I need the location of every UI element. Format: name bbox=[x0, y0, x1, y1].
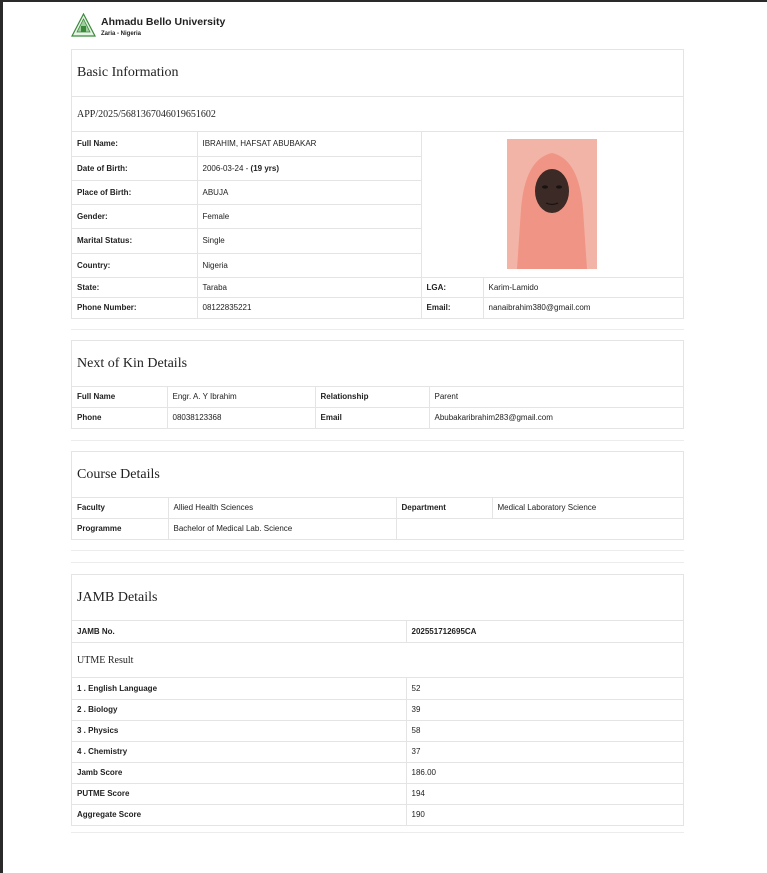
section-title-jamb: JAMB Details bbox=[72, 575, 683, 621]
table-row bbox=[72, 277, 683, 297]
field-label: Department bbox=[396, 498, 492, 518]
field-label: Full Name: bbox=[72, 132, 197, 156]
next-of-kin-card bbox=[71, 340, 684, 429]
dob-value bbox=[197, 156, 421, 180]
page-header bbox=[71, 13, 225, 38]
jamb-score-value: 186.00 bbox=[406, 762, 683, 783]
utme-result-title: UTME Result bbox=[72, 642, 683, 678]
table-row bbox=[72, 783, 683, 804]
putme-score-value: 194 bbox=[406, 783, 683, 804]
table-row bbox=[72, 387, 683, 407]
photo-cell bbox=[421, 132, 683, 277]
subject-label: 4 . Chemistry bbox=[72, 741, 406, 762]
subject-label: 2 . Biology bbox=[72, 699, 406, 720]
divider bbox=[71, 440, 684, 441]
course-table bbox=[72, 498, 683, 539]
department-value: Medical Laboratory Science bbox=[492, 498, 683, 518]
field-label: Email bbox=[315, 407, 429, 428]
table-row bbox=[72, 741, 683, 762]
subject-label: 1 . English Language bbox=[72, 678, 406, 699]
table-row bbox=[72, 678, 683, 699]
place-of-birth-value: ABUJA bbox=[197, 180, 421, 204]
field-label: Phone bbox=[72, 407, 167, 428]
kin-name-value: Engr. A. Y Ibrahim bbox=[167, 387, 315, 407]
programme-value: Bachelor of Medical Lab. Science bbox=[168, 518, 396, 539]
field-label: LGA: bbox=[421, 277, 483, 297]
section-title-kin: Next of Kin Details bbox=[72, 341, 683, 387]
field-label: Phone Number: bbox=[72, 297, 197, 318]
jamb-details-card bbox=[71, 574, 684, 826]
course-details-card bbox=[71, 451, 684, 540]
jamb-number-value: 202551712695CA bbox=[406, 621, 683, 642]
marital-status-value: Single bbox=[197, 228, 421, 253]
field-label: Gender: bbox=[72, 204, 197, 228]
divider bbox=[71, 562, 684, 563]
window-edge-left bbox=[0, 0, 3, 873]
divider bbox=[71, 832, 684, 833]
kin-table bbox=[72, 387, 683, 428]
lga-value: Karim-Lamido bbox=[483, 277, 683, 297]
table-row bbox=[72, 699, 683, 720]
table-row bbox=[72, 498, 683, 518]
table-row bbox=[72, 621, 683, 642]
email-value: nanaibrahim380@gmail.com bbox=[483, 297, 683, 318]
table-row bbox=[72, 720, 683, 741]
jamb-number-table bbox=[72, 621, 683, 642]
kin-phone-value: 08038123368 bbox=[167, 407, 315, 428]
field-label: Email: bbox=[421, 297, 483, 318]
university-name: Ahmadu Bello University bbox=[101, 16, 226, 28]
state-value: Taraba bbox=[197, 277, 421, 297]
score-label: Aggregate Score bbox=[72, 804, 406, 825]
field-label: Date of Birth: bbox=[72, 156, 197, 180]
application-number: APP/2025/568136704601965160​2 bbox=[72, 97, 683, 132]
table-row bbox=[72, 762, 683, 783]
empty-cell bbox=[396, 518, 683, 539]
table-row bbox=[72, 297, 683, 318]
field-label: Relationship bbox=[315, 387, 429, 407]
basic-info-table bbox=[72, 132, 683, 318]
table-row bbox=[72, 407, 683, 428]
subject-score: 58 bbox=[406, 720, 683, 741]
phone-value: 08122835221 bbox=[197, 297, 421, 318]
utme-results-table bbox=[72, 678, 683, 825]
field-label: State: bbox=[72, 277, 197, 297]
kin-email-value: Abubakaribrahim283@gmail.com bbox=[429, 407, 683, 428]
window-edge-top bbox=[0, 0, 767, 2]
subject-label: 3 . Physics bbox=[72, 720, 406, 741]
basic-information-card bbox=[71, 49, 684, 319]
faculty-value: Allied Health Sciences bbox=[168, 498, 396, 518]
gender-value: Female bbox=[197, 204, 421, 228]
divider bbox=[71, 550, 684, 551]
field-label: Full Name bbox=[72, 387, 167, 407]
full-name-value: IBRAHIM, HAFSAT ABUBAKAR bbox=[197, 132, 421, 156]
score-label: Jamb Score bbox=[72, 762, 406, 783]
university-logo-icon bbox=[71, 13, 96, 38]
field-label: Faculty bbox=[72, 498, 168, 518]
university-location: Zaria - Nigeria bbox=[101, 31, 142, 37]
field-label: Marital Status: bbox=[72, 228, 197, 253]
subject-score: 52 bbox=[406, 678, 683, 699]
dob-date: 2006-03-24 - bbox=[202, 163, 251, 173]
field-label: Programme bbox=[72, 518, 168, 539]
table-row bbox=[72, 518, 683, 539]
kin-relationship-value: Parent bbox=[429, 387, 683, 407]
subject-score: 37 bbox=[406, 741, 683, 762]
section-title-basic: Basic Information bbox=[72, 50, 683, 97]
table-row bbox=[72, 804, 683, 825]
field-label: Country: bbox=[72, 253, 197, 277]
country-value: Nigeria bbox=[197, 253, 421, 277]
score-label: PUTME Score bbox=[72, 783, 406, 804]
table-row bbox=[72, 132, 683, 156]
field-label: Place of Birth: bbox=[72, 180, 197, 204]
subject-score: 39 bbox=[406, 699, 683, 720]
aggregate-score-value: 190 bbox=[406, 804, 683, 825]
dob-age: (19 yrs) bbox=[250, 163, 279, 173]
applicant-photo bbox=[507, 139, 597, 269]
divider bbox=[71, 329, 684, 330]
section-title-course: Course Details bbox=[72, 452, 683, 498]
field-label: JAMB No. bbox=[72, 621, 406, 642]
